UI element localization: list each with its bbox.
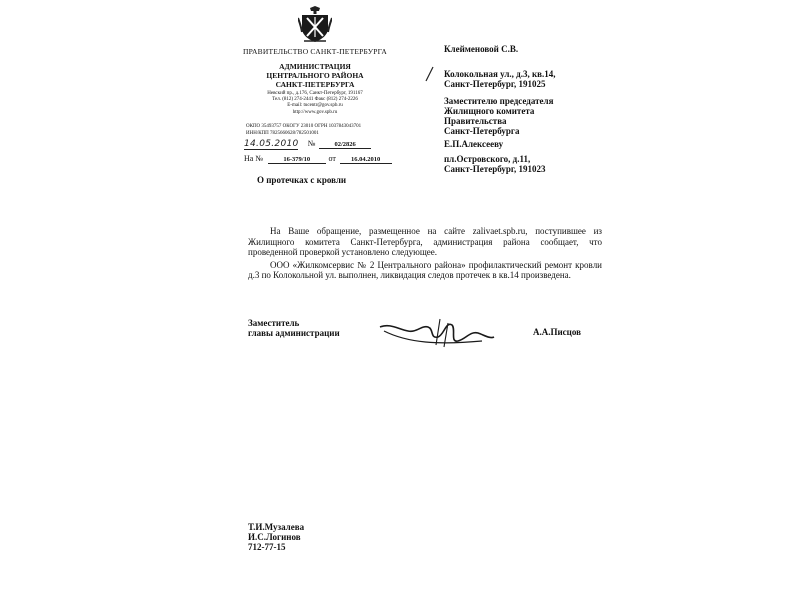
codes-line-1: ОКПО 35493757 ОКОГУ 23010 ОГРН 1037843043701 [246,124,362,129]
outgoing-registration [244,139,371,150]
email: E-mail: tucentr@gov.spb.ru [287,103,343,109]
executors-block [248,522,304,552]
registration-codes [246,123,406,137]
admin-line-2: ЦЕНТРАЛЬНОГО РАЙОНА [266,71,364,80]
address: Невский пр., д.176, Санкт-Петербург, 191167 [267,91,363,96]
recipient-title-2-line-4: Санкт-Петербурга [444,126,520,136]
phone-fax: Тел. (812) 274-2441 Факс (812) 274-2226 [272,97,358,103]
recipient-address-1 [444,69,556,89]
body-paragraph-1: На Ваше обращение, размещенное на сайте zalivaet.spb.ru, поступившее из Жилищного комитета Санкт-Петербурга, администрация района сообщает, что проведенной проверкой установлено следующее. [248,226,602,258]
handwritten-signature [378,315,496,353]
codes-line-2: ИНН/КПП 7825660628/782501001 [246,131,319,136]
letter-body [248,226,602,283]
recipient-title-2-line-1: Заместителю председателя [444,96,554,106]
ref-from-label: от [328,154,336,163]
recipient-title-2-line-3: Правительства [444,116,507,126]
website: http://www.gov.spb.ru [292,109,338,115]
ref-number: 16-379/10 [268,156,326,164]
contact-details [235,91,395,116]
coat-of-arms-emblem [298,6,332,44]
recipient-name-1 [444,44,518,54]
ref-date: 16.04.2010 [340,156,392,164]
administration-name [235,62,395,89]
number-sign: № [307,139,316,148]
executor-phone: 712-77-15 [248,542,286,552]
recipient-title-2 [444,96,553,136]
pen-mark-icon [423,66,435,82]
recipient-address-1-line-2: Санкт-Петербург, 191025 [444,79,546,89]
recipient-address-2-line-2: Санкт-Петербург, 191023 [444,164,546,174]
admin-line-1: АДМИНИСТРАЦИЯ [279,62,351,71]
signatory-name: А.А.Писцов [533,327,582,337]
recipient-title-2-line-2: Жилищного комитета [444,106,535,116]
recipient-address-2-line-1: пл.Островского, д.11, [444,154,531,164]
letter-subject: О протечках с кровли [257,175,347,185]
government-header: ПРАВИТЕЛЬСТВО САНКТ-ПЕТЕРБУРГА [243,47,387,56]
reference-registration [244,154,392,164]
body-paragraph-2: ООО «Жилкомсервис № 2 Центрального района» профилактический ремонт кровли д.3 по Колокольной ул. выполнен, ликвидация следов протечек в кв.14 произведена. [248,259,602,281]
handwritten-date: 14.05.2010 [244,139,299,149]
signatory-title-line-1: Заместитель [248,318,300,328]
ref-label: На № [244,154,263,163]
outgoing-number: 02/2826 [319,141,371,149]
executor-2: И.С.Логинов [248,532,301,542]
recipient-name-2-line-1: Е.П.Алексееву [444,139,504,149]
signatory-title [248,318,340,338]
admin-line-3: САНКТ-ПЕТЕРБУРГА [275,80,355,89]
recipient-address-2 [444,154,545,174]
recipient-1-line-1: Клейменовой С.В. [444,44,519,54]
recipient-name-2 [444,139,503,149]
executor-1: Т.И.Музалева [248,522,305,532]
signatory-title-line-2: главы администрации [248,328,340,338]
recipient-address-1-line-1: Колокольная ул., д.3, кв.14, [444,69,556,79]
